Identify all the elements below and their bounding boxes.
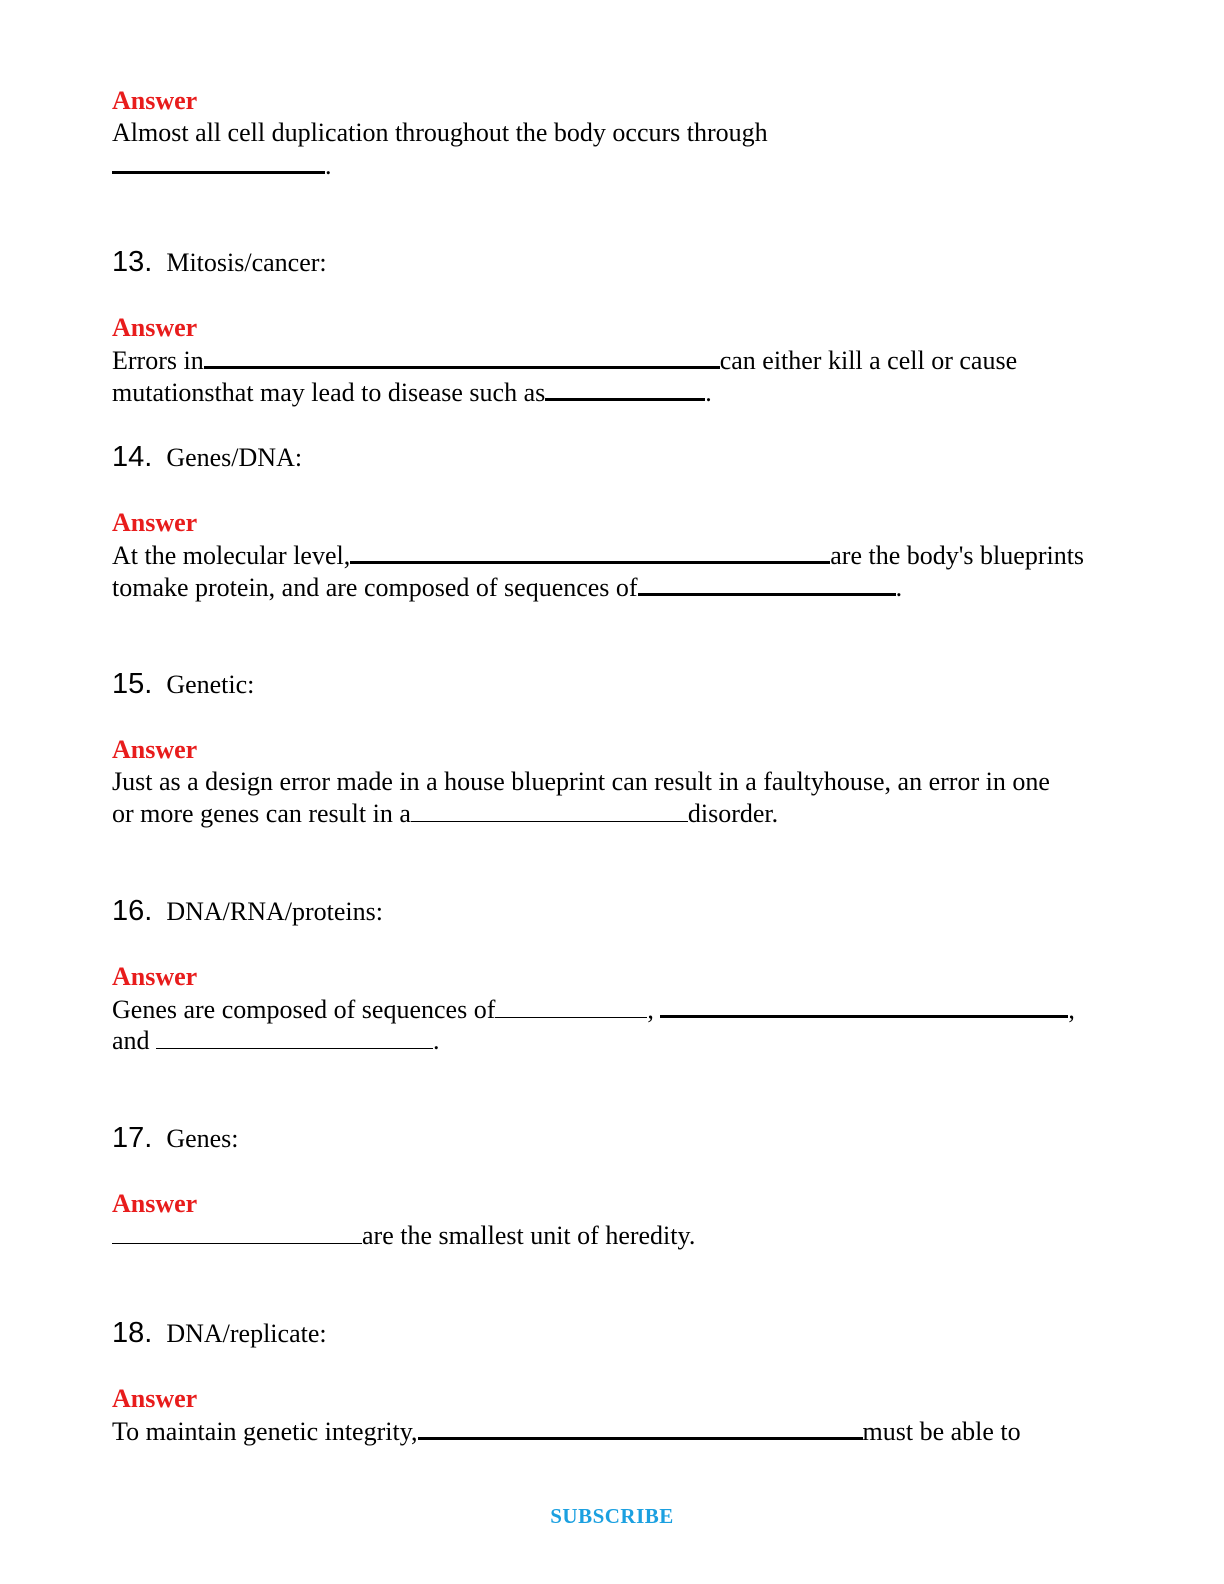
question-title: Genes/DNA: [166,443,303,472]
fill-blank[interactable] [112,1221,362,1244]
answer-text: tomake protein, and are composed of sequences of . [112,573,903,602]
answer-text: and . [112,1026,440,1055]
answer-text: or more genes can result in a disorder. [112,799,779,828]
question-17 [112,1121,239,1160]
question-title: Genetic: [166,670,255,699]
question-number: 18. [112,1317,153,1349]
fill-blank[interactable] [112,149,325,174]
fill-blank[interactable] [418,1415,863,1440]
answer-text: Just as a design error made in a house blueprint can result in a faultyhouse, an error in one [112,767,1050,796]
answer-text: . [112,149,332,182]
answer-label: Answer [112,735,198,764]
fill-blank[interactable] [545,376,705,401]
fill-blank[interactable] [660,993,1068,1018]
answer-text: Almost all cell duplication throughout the body occurs through [112,118,768,147]
answer-label: Answer [112,1384,198,1413]
answer-text: are the smallest unit of heredity. [112,1220,695,1252]
answer-text: mutationsthat may lead to disease such as . [112,378,712,407]
question-number: 16. [112,895,153,927]
fill-blank[interactable] [495,995,647,1018]
question-14 [112,440,302,479]
question-18 [112,1316,327,1355]
fill-blank[interactable] [411,799,688,822]
answer-text: Genes are composed of sequences of , , [112,995,1075,1024]
answer-label: Answer [112,1189,198,1218]
question-title: Genes: [166,1124,239,1153]
answer-label: Answer [112,508,198,537]
answer-label: Answer [112,313,198,342]
question-number: 17. [112,1122,153,1154]
question-title: Mitosis/cancer: [166,248,327,277]
question-number: 13. [112,246,153,278]
question-title: DNA/replicate: [166,1319,327,1348]
answer-text: To maintain genetic integrity, must be able to [112,1417,1021,1446]
answer-label: Answer [112,86,198,115]
fill-blank[interactable] [204,344,720,369]
subscribe-link[interactable]: SUBSCRIBE [550,1504,674,1528]
question-title: DNA/RNA/proteins: [166,897,383,926]
fill-blank[interactable] [350,539,830,564]
answer-text: At the molecular level, are the body's blueprints [112,541,1085,570]
answer-label: Answer [112,962,198,991]
fill-blank[interactable] [638,571,896,596]
question-number: 14. [112,441,153,473]
question-15 [112,667,254,706]
question-16 [112,894,383,933]
answer-text: Errors in can either kill a cell or cause [112,346,1018,375]
fill-blank[interactable] [156,1026,433,1049]
question-number: 15. [112,668,153,700]
question-13 [112,245,327,284]
